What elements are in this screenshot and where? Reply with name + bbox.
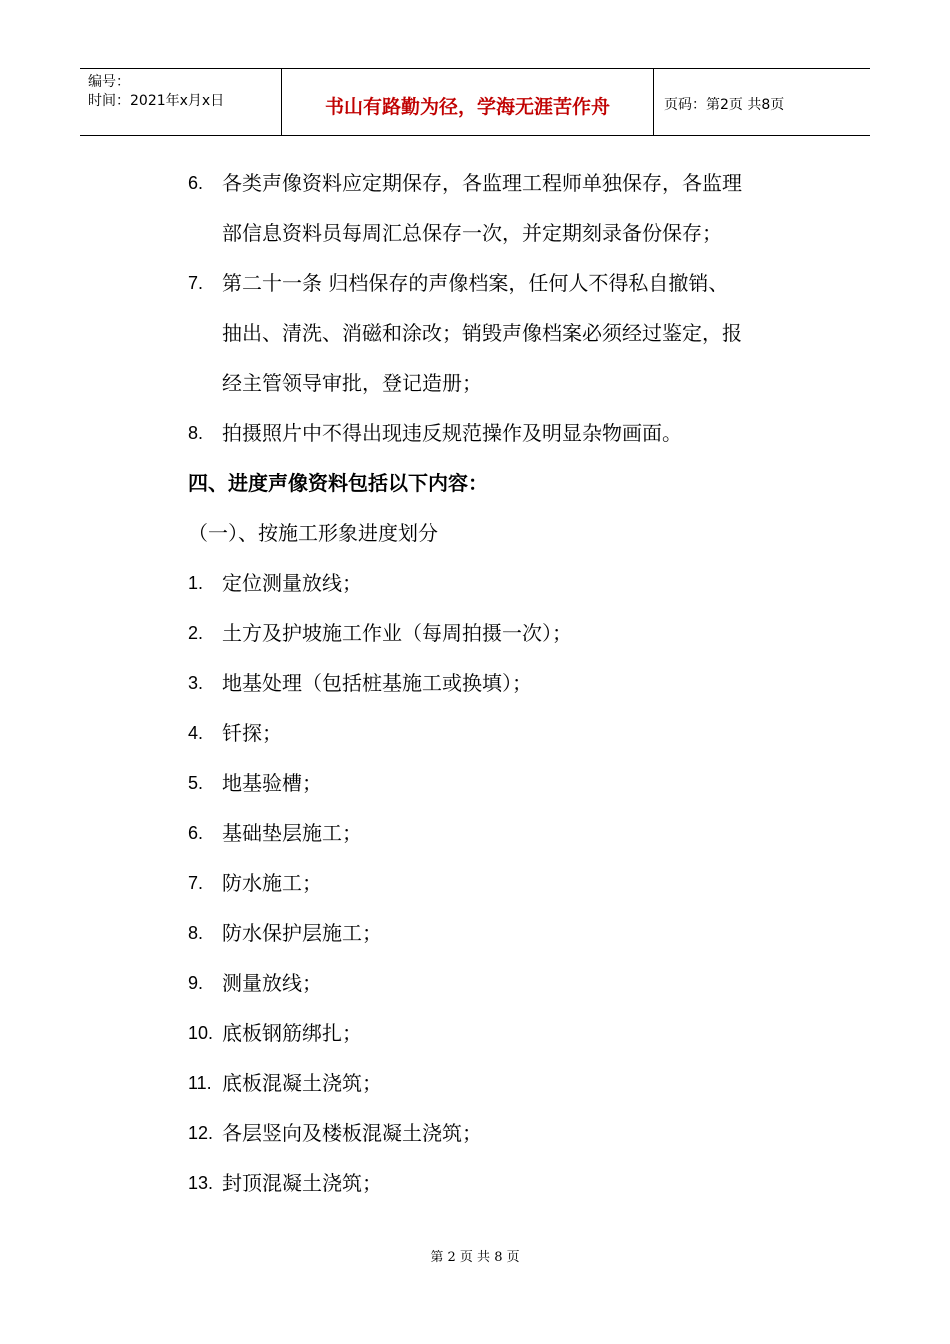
- list-item: [188, 808, 828, 858]
- item-number: 10.: [188, 1023, 214, 1043]
- item-text: 拍摄照片中不得出现违反规范操作及明显杂物画面。: [222, 421, 682, 445]
- item-text: 土方及护坡施工作业（每周拍摄一次）；: [222, 621, 572, 645]
- item-text: 第二十一条 归档保存的声像档案，任何人不得私自撤销、: [222, 271, 729, 295]
- list-item: [188, 258, 828, 308]
- item-text: 钎探；: [222, 721, 282, 745]
- item-text: 底板钢筋绑扎；: [222, 1021, 362, 1045]
- item-text: 地基处理（包括桩基施工或换填）；: [222, 671, 532, 695]
- item-number: 6.: [188, 173, 204, 193]
- item-text: 定位测量放线；: [222, 571, 362, 595]
- list-item: [188, 558, 828, 608]
- number-label: 编号：: [88, 74, 130, 90]
- item-text: 地基验槽；: [222, 771, 322, 795]
- item-number: 7.: [188, 873, 204, 893]
- list-item: [188, 908, 828, 958]
- item-number: 3.: [188, 673, 204, 693]
- item-text: 防水施工；: [222, 871, 322, 895]
- section-heading: 四、进度声像资料包括以下内容：: [188, 471, 488, 495]
- item-number: 1.: [188, 573, 204, 593]
- item-text: 各类声像资料应定期保存，各监理工程师单独保存，各监理: [222, 171, 742, 195]
- list-item: [188, 408, 828, 458]
- page-header: [80, 68, 870, 136]
- list-item: [188, 708, 828, 758]
- list-item: [188, 1108, 828, 1158]
- item-text-continued: 抽出、清洗、消磁和涂改；销毁声像档案必须经过鉴定，报: [222, 321, 742, 345]
- list-item: [188, 1158, 828, 1208]
- date-label: 时间：2021年x月x日: [88, 93, 225, 109]
- item-number: 2.: [188, 623, 204, 643]
- list-item: [188, 158, 828, 208]
- header-meta: [80, 69, 282, 135]
- item-number: 8.: [188, 923, 204, 943]
- sub-heading: （一）、按施工形象进度划分: [188, 521, 438, 545]
- list-item: [188, 958, 828, 1008]
- document-body: [188, 158, 828, 1208]
- list-item: [188, 1058, 828, 1108]
- item-text-continued: 部信息资料员每周汇总保存一次，并定期刻录备份保存；: [222, 221, 722, 245]
- item-number: 9.: [188, 973, 204, 993]
- item-text-continued: 经主管领导审批，登记造册；: [222, 371, 482, 395]
- item-text: 各层竖向及楼板混凝土浇筑；: [222, 1121, 482, 1145]
- header-page-label: 页码：第2页 共8页: [664, 97, 785, 113]
- item-number: 4.: [188, 723, 204, 743]
- item-number: 8.: [188, 423, 204, 443]
- item-text: 底板混凝土浇筑；: [222, 1071, 382, 1095]
- item-text: 防水保护层施工；: [222, 921, 382, 945]
- list-item: [188, 1008, 828, 1058]
- list-item: [188, 758, 828, 808]
- item-number: 13.: [188, 1173, 214, 1193]
- list-item: [188, 608, 828, 658]
- item-number: 11.: [188, 1073, 212, 1093]
- header-motto: 书山有路勤为径，学海无涯苦作舟: [282, 69, 654, 135]
- item-number: 5.: [188, 773, 204, 793]
- list-item: [188, 658, 828, 708]
- item-text: 基础垫层施工；: [222, 821, 362, 845]
- item-text: 测量放线；: [222, 971, 322, 995]
- list-item: [188, 858, 828, 908]
- item-number: 6.: [188, 823, 204, 843]
- item-number: 12.: [188, 1123, 214, 1143]
- item-text: 封顶混凝土浇筑；: [222, 1171, 382, 1195]
- item-number: 7.: [188, 273, 204, 293]
- page-footer: 第 2 页 共 8 页: [430, 1250, 520, 1265]
